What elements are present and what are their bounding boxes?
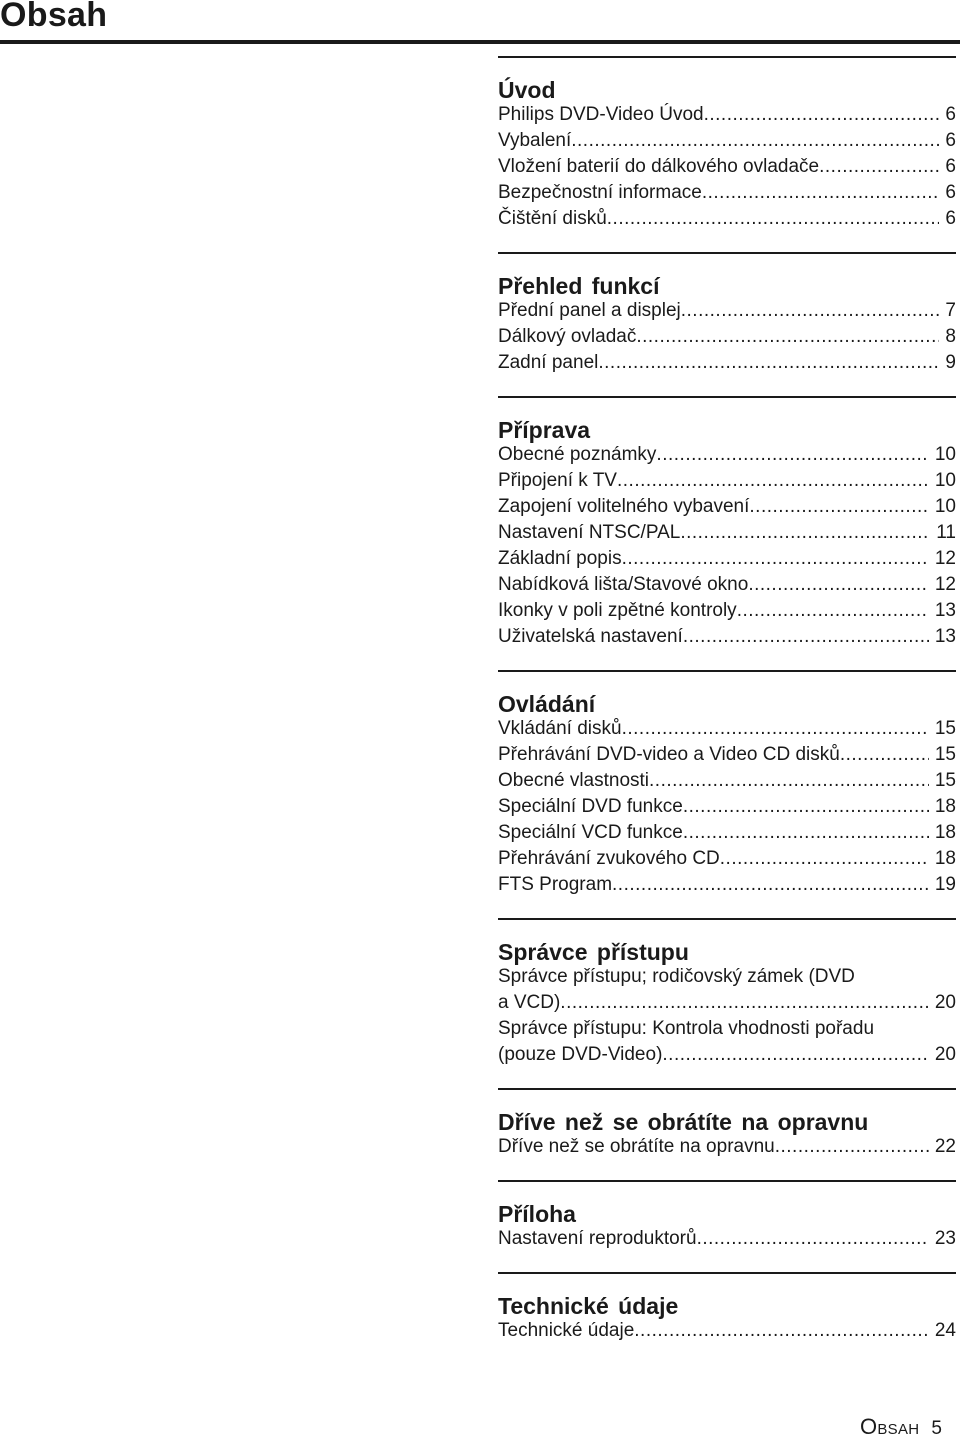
dot-leader [571,128,939,154]
dot-leader [662,1042,928,1068]
toc-entry[interactable] [498,964,956,1016]
entry-page-number: 20 [934,1044,956,1065]
dot-leader [704,102,940,128]
dot-leader [748,572,929,598]
title-rule [0,40,960,44]
entry-page-number: 9 [945,352,956,373]
entry-label-line1: Správce přístupu: Kontrola vhodnosti pořadu [498,1018,875,1039]
entry-page-number: 12 [934,574,956,595]
section-title: Přehled funkcí [498,273,660,299]
entry-page-number: 18 [934,822,956,843]
footer-section-name [859,1414,920,1439]
entry-label: Philips DVD-Video Úvod [498,104,704,125]
entry-label: Technické údaje [498,1320,635,1341]
dot-leader [683,624,929,650]
entry-page-number: 15 [934,718,956,739]
entry-label: Vybalení [498,130,572,151]
section-divider [498,396,956,398]
entry-label: Dálkový ovladač [498,326,637,347]
entry-page-number: 11 [936,522,956,543]
dot-leader [720,846,929,872]
entry-page-number: 10 [934,496,956,517]
dot-leader [656,442,928,468]
section-divider [498,252,956,254]
entry-page-number: 24 [934,1320,956,1341]
toc-entry[interactable] [498,846,956,872]
section-title: Správce přístupu [498,939,689,965]
toc-entry[interactable] [498,546,956,572]
dot-leader [612,872,929,898]
entry-page-number: 6 [945,156,956,177]
entry-label: Obecné poznámky [498,444,657,465]
toc-entry[interactable] [498,154,956,180]
entry-label: FTS Program [498,874,613,895]
entry-label: Vkládání disků [498,718,622,739]
dot-leader [622,546,929,572]
entry-page-number: 6 [945,208,956,229]
entry-label: Uživatelská nastavení [498,626,683,647]
dot-leader [607,206,940,232]
toc-entry[interactable] [498,102,956,128]
toc-entry[interactable] [498,128,956,154]
entry-page-number: 18 [934,848,956,869]
toc-entry[interactable] [498,298,956,324]
dot-leader [622,716,929,742]
table-of-contents [498,56,956,1344]
toc-entry[interactable] [498,1016,956,1068]
entry-label: Čištění disků [498,208,607,229]
toc-entry[interactable] [498,716,956,742]
entry-page-number: 8 [945,326,956,347]
entry-label: (pouze DVD-Video) [498,1044,663,1065]
entry-label: Speciální DVD funkce [498,796,683,817]
entry-label: Přední panel a displej [498,300,681,321]
entry-label-line1: Správce přístupu; rodičovský zámek (DVD [498,966,855,987]
toc-entry[interactable] [498,442,956,468]
entry-page-number: 6 [945,104,956,125]
dot-leader [598,350,939,376]
entry-page-number: 6 [945,130,956,151]
entry-label: Zadní panel [498,352,599,373]
dot-leader [702,180,940,206]
toc-entry[interactable] [498,1318,956,1344]
dot-leader [649,768,929,794]
toc-entry[interactable] [498,872,956,898]
section-title: Úvod [498,77,556,103]
section-title: Technické údaje [498,1293,679,1319]
toc-entry[interactable] [498,820,956,846]
toc-entry[interactable] [498,520,956,546]
toc-section-technicke-udaje [498,1272,956,1344]
section-divider [498,1088,956,1090]
entry-label: Speciální VCD funkce [498,822,683,843]
entry-page-number: 13 [934,626,956,647]
footer-page-number: 5 [931,1418,942,1439]
entry-page-number: 20 [934,992,956,1013]
toc-section-drive-nez-opravnu [498,1088,956,1180]
dot-leader [737,598,929,624]
dot-leader [617,468,929,494]
entry-label: Ikonky v poli zpětné kontroly [498,600,737,621]
footer-word-initial: O [859,1414,878,1439]
toc-entry[interactable] [498,324,956,350]
dot-leader [634,1318,929,1344]
toc-entry[interactable] [498,794,956,820]
entry-page-number: 6 [945,182,956,203]
section-title: Ovládání [498,691,596,717]
entry-label: a VCD) [498,992,561,1013]
dot-leader [681,298,940,324]
toc-entry[interactable] [498,624,956,650]
entry-label: Připojení k TV [498,470,617,491]
toc-entry[interactable] [498,468,956,494]
dot-leader [749,494,928,520]
entry-label: Základní popis [498,548,622,569]
toc-entry[interactable] [498,180,956,206]
entry-page-number: 22 [934,1136,956,1157]
toc-section-priloha [498,1180,956,1272]
entry-label: Nabídková lišta/Stavové okno [498,574,749,595]
section-title: Příprava [498,417,591,443]
entry-label: Nastavení NTSC/PAL [498,522,681,543]
entry-page-number: 23 [934,1228,956,1249]
toc-entry[interactable] [498,598,956,624]
footer-word-rest: BSAH [877,1421,920,1438]
entry-page-number: 10 [934,470,956,491]
dot-leader [775,1134,929,1160]
entry-page-number: 13 [934,600,956,621]
entry-page-number: 12 [934,548,956,569]
toc-entry[interactable] [498,206,956,232]
entry-page-number: 7 [945,300,956,321]
toc-entry[interactable] [498,572,956,598]
toc-section-uvod [498,56,956,252]
toc-entry[interactable] [498,768,956,794]
section-divider [498,1272,956,1274]
dot-leader [697,1226,929,1252]
toc-section-spravce-pristupu [498,918,956,1088]
section-title: Dříve než se obrátíte na opravnu [498,1109,869,1135]
toc-entry[interactable] [498,1134,956,1160]
entry-label: Přehrávání DVD-video a Video CD disků [498,744,840,765]
dot-leader [819,154,939,180]
entry-label: Nastavení reproduktorů [498,1228,697,1249]
section-title: Příloha [498,1201,576,1227]
section-divider [498,918,956,920]
dot-leader [683,820,929,846]
entry-label: Zapojení volitelného vybavení [498,496,750,517]
entry-label: Přehrávání zvukového CD [498,848,720,869]
toc-entry[interactable] [498,742,956,768]
dot-leader [840,742,929,768]
entry-page-number: 10 [934,444,956,465]
entry-label: Vložení baterií do dálkového ovladače [498,156,820,177]
dot-leader [560,990,929,1016]
toc-section-prehled-funkci [498,252,956,396]
toc-section-priprava [498,396,956,670]
page-footer [860,1414,942,1440]
dot-leader [683,794,929,820]
section-divider [498,56,956,58]
entry-page-number: 18 [934,796,956,817]
toc-section-ovladani [498,670,956,918]
entry-label: Dříve než se obrátíte na opravnu [498,1136,775,1157]
page-title: Obsah [0,0,108,34]
toc-entry[interactable] [498,1226,956,1252]
entry-label: Obecné vlastnosti [498,770,650,791]
entry-label: Bezpečnostní informace [498,182,702,203]
dot-leader [636,324,939,350]
section-divider [498,670,956,672]
entry-page-number: 15 [934,744,956,765]
toc-entry[interactable] [498,350,956,376]
entry-page-number: 15 [934,770,956,791]
dot-leader [680,520,930,546]
section-divider [498,1180,956,1182]
toc-entry[interactable] [498,494,956,520]
entry-page-number: 19 [934,874,956,895]
